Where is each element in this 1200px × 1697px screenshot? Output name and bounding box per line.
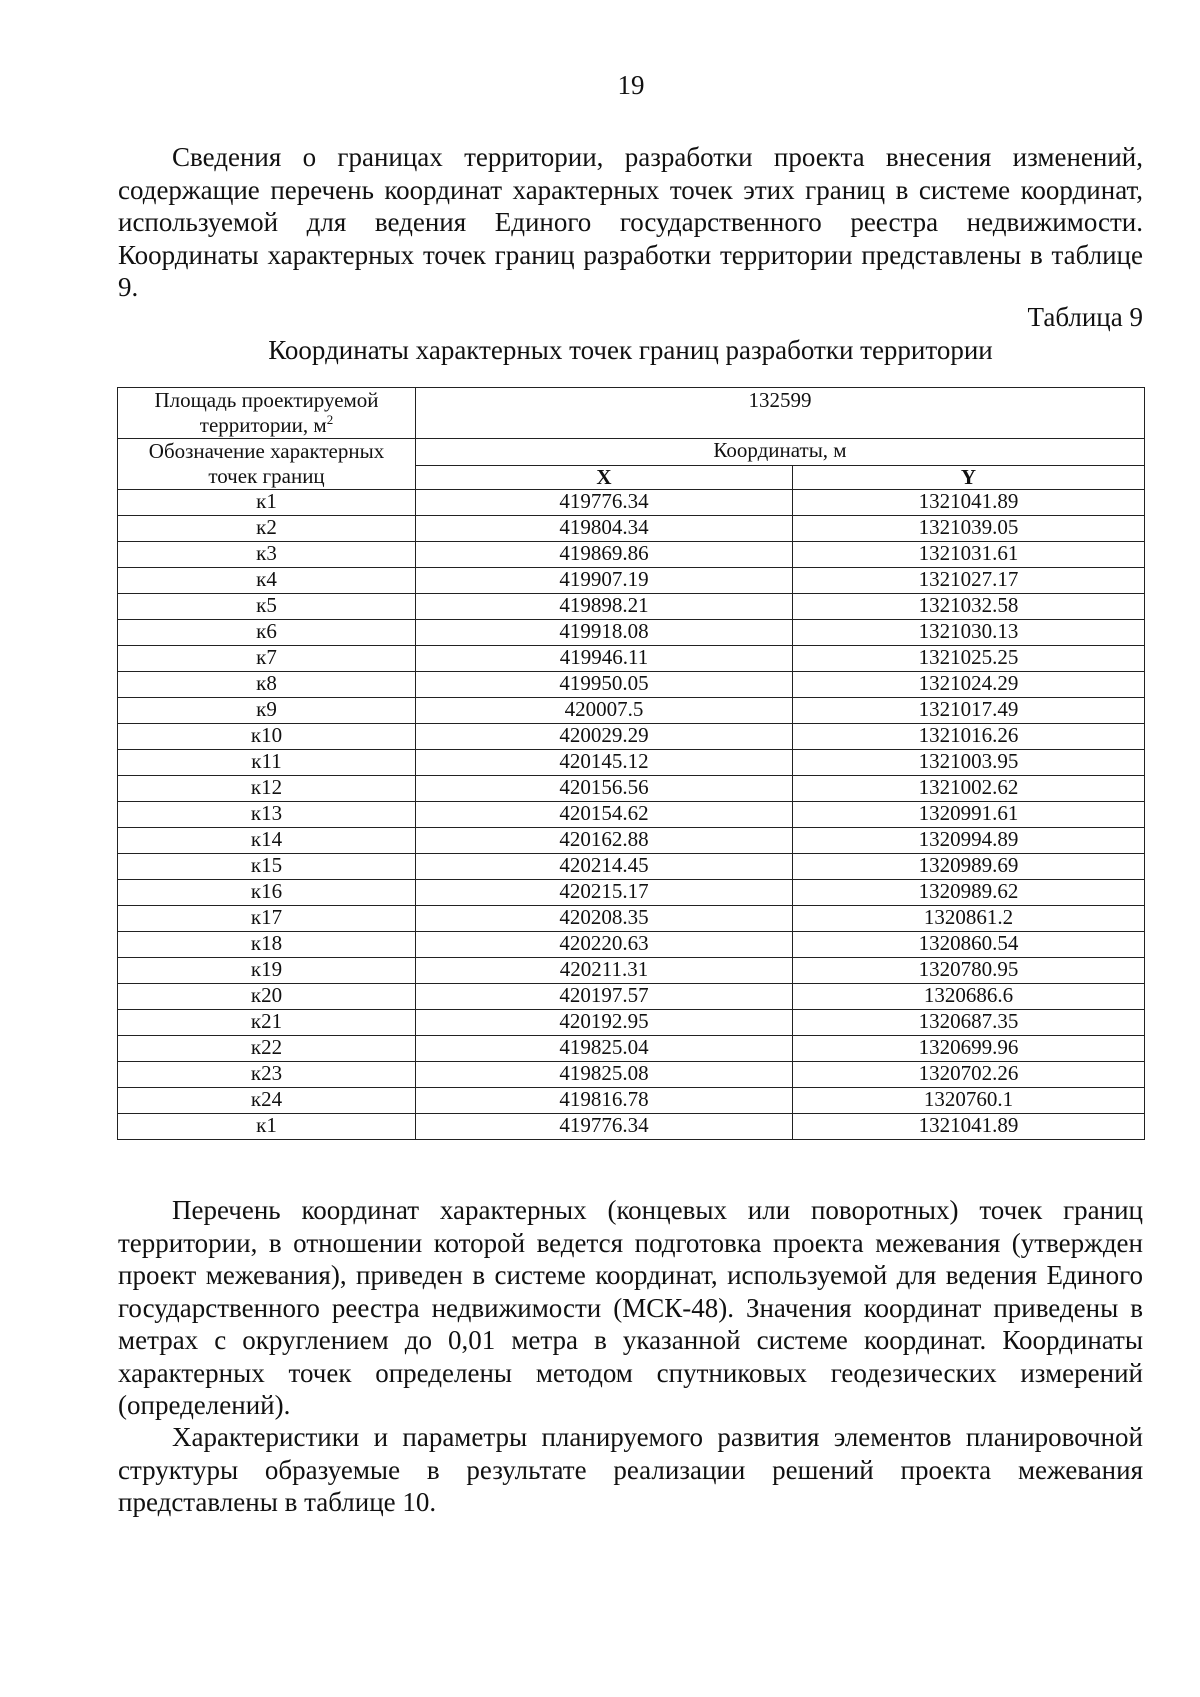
y-value: 1321003.95 (793, 750, 1145, 776)
point-label: к13 (118, 802, 416, 828)
point-label: к19 (118, 958, 416, 984)
x-value: 420214.45 (416, 854, 793, 880)
y-value: 1320989.62 (793, 880, 1145, 906)
table-title: Координаты характерных точек границ разработки территории (268, 335, 993, 365)
column-y-header: Y (793, 466, 1145, 490)
x-value: 419804.34 (416, 516, 793, 542)
area-unit-superscript: 2 (326, 412, 334, 427)
table-row (118, 542, 1145, 568)
table-row (118, 828, 1145, 854)
table-row (118, 932, 1145, 958)
y-value: 1321041.89 (793, 490, 1145, 516)
characteristics-paragraph: Характеристики и параметры планируемого развития элементов планировочной структуры образуемые в результате реализации решений проекта межевания представлены в таблице 10. (118, 1422, 1143, 1517)
point-label: к20 (118, 984, 416, 1010)
coordinates-description-paragraph: Перечень координат характерных (концевых или поворотных) точек границ территории, в отношении которой ведется подготовка проекта межевания (утвержден проект межевания), приведен в системе координат, используемой для ведения Единого государственного реестра недвижимости (МСК-48). Значения координат приведены в метрах с округлением до 0,01 метра в указанной системе координат. Координаты характерных точек определены методом спутниковых геодезических измерений (определений). (118, 1195, 1143, 1420)
table-row (118, 776, 1145, 802)
point-label: к12 (118, 776, 416, 802)
coordinates-table (117, 387, 1145, 1140)
table-row (118, 854, 1145, 880)
point-label: к10 (118, 724, 416, 750)
area-value: 132599 (416, 388, 1145, 439)
y-value: 1321031.61 (793, 542, 1145, 568)
y-value: 1320861.2 (793, 906, 1145, 932)
y-value: 1321016.26 (793, 724, 1145, 750)
y-value: 1320994.89 (793, 828, 1145, 854)
x-value: 419776.34 (416, 1114, 793, 1140)
point-label: к5 (118, 594, 416, 620)
x-value: 420208.35 (416, 906, 793, 932)
point-label: к23 (118, 1062, 416, 1088)
y-value: 1321017.49 (793, 698, 1145, 724)
x-value: 420145.12 (416, 750, 793, 776)
x-value: 420215.17 (416, 880, 793, 906)
x-value: 419918.08 (416, 620, 793, 646)
y-value: 1321025.25 (793, 646, 1145, 672)
x-value: 420220.63 (416, 932, 793, 958)
table-row (118, 1010, 1145, 1036)
table-row (118, 594, 1145, 620)
table-label: Таблица 9 (1027, 302, 1143, 332)
y-value: 1320687.35 (793, 1010, 1145, 1036)
table-row (118, 880, 1145, 906)
y-value: 1321030.13 (793, 620, 1145, 646)
x-value: 419946.11 (416, 646, 793, 672)
coords-header-row (118, 439, 1145, 466)
page-number: 19 (617, 70, 645, 100)
y-value: 1320989.69 (793, 854, 1145, 880)
y-value: 1321002.62 (793, 776, 1145, 802)
point-label: к1 (118, 490, 416, 516)
x-value: 420211.31 (416, 958, 793, 984)
table-row (118, 672, 1145, 698)
x-value: 419898.21 (416, 594, 793, 620)
x-value: 419825.04 (416, 1036, 793, 1062)
table-row (118, 516, 1145, 542)
y-value: 1320686.6 (793, 984, 1145, 1010)
x-value: 420192.95 (416, 1010, 793, 1036)
y-value: 1321041.89 (793, 1114, 1145, 1140)
x-value: 420156.56 (416, 776, 793, 802)
table-row (118, 750, 1145, 776)
x-value: 420197.57 (416, 984, 793, 1010)
point-label: к18 (118, 932, 416, 958)
point-label: к16 (118, 880, 416, 906)
table-row (118, 802, 1145, 828)
y-value: 1320760.1 (793, 1088, 1145, 1114)
point-label: к4 (118, 568, 416, 594)
table-row (118, 490, 1145, 516)
point-label: к3 (118, 542, 416, 568)
y-value: 1320699.96 (793, 1036, 1145, 1062)
point-label: к21 (118, 1010, 416, 1036)
table-row (118, 568, 1145, 594)
y-value: 1321024.29 (793, 672, 1145, 698)
table-row (118, 1036, 1145, 1062)
coords-label: Координаты, м (416, 439, 1145, 466)
point-label: к17 (118, 906, 416, 932)
table-row (118, 906, 1145, 932)
x-value: 420029.29 (416, 724, 793, 750)
area-label: Площадь проектируемой территории, м (154, 388, 379, 437)
area-row (118, 388, 1145, 439)
table-row (118, 1114, 1145, 1140)
point-label: к9 (118, 698, 416, 724)
point-label: к2 (118, 516, 416, 542)
point-label: к1 (118, 1114, 416, 1140)
x-value: 419776.34 (416, 490, 793, 516)
y-value: 1320702.26 (793, 1062, 1145, 1088)
x-value: 419907.19 (416, 568, 793, 594)
table-row (118, 984, 1145, 1010)
point-label: к15 (118, 854, 416, 880)
y-value: 1320860.54 (793, 932, 1145, 958)
y-value: 1321032.58 (793, 594, 1145, 620)
point-label: к11 (118, 750, 416, 776)
point-label: к14 (118, 828, 416, 854)
table-row (118, 1062, 1145, 1088)
point-label: к24 (118, 1088, 416, 1114)
intro-paragraph: Сведения о границах территории, разработки проекта внесения изменений, содержащие перечень координат характерных точек этих границ в системе координат, используемой для ведения Единого государственного реестра недвижимости. Координаты характерных точек границ разработки территории представлены в таблице 9. (118, 142, 1143, 302)
x-value: 419816.78 (416, 1088, 793, 1114)
x-value: 420154.62 (416, 802, 793, 828)
area-label-cell (118, 388, 416, 439)
point-label: к22 (118, 1036, 416, 1062)
points-label: Обозначение характерных точек границ (118, 439, 416, 490)
point-label: к6 (118, 620, 416, 646)
column-x-header: X (416, 466, 793, 490)
x-value: 419869.86 (416, 542, 793, 568)
table-row (118, 958, 1145, 984)
table-row (118, 1088, 1145, 1114)
table-row (118, 724, 1145, 750)
x-value: 420162.88 (416, 828, 793, 854)
y-value: 1320780.95 (793, 958, 1145, 984)
table-row (118, 620, 1145, 646)
y-value: 1321039.05 (793, 516, 1145, 542)
y-value: 1320991.61 (793, 802, 1145, 828)
table-row (118, 646, 1145, 672)
table-row (118, 698, 1145, 724)
y-value: 1321027.17 (793, 568, 1145, 594)
x-value: 420007.5 (416, 698, 793, 724)
point-label: к8 (118, 672, 416, 698)
point-label: к7 (118, 646, 416, 672)
x-value: 419825.08 (416, 1062, 793, 1088)
x-value: 419950.05 (416, 672, 793, 698)
